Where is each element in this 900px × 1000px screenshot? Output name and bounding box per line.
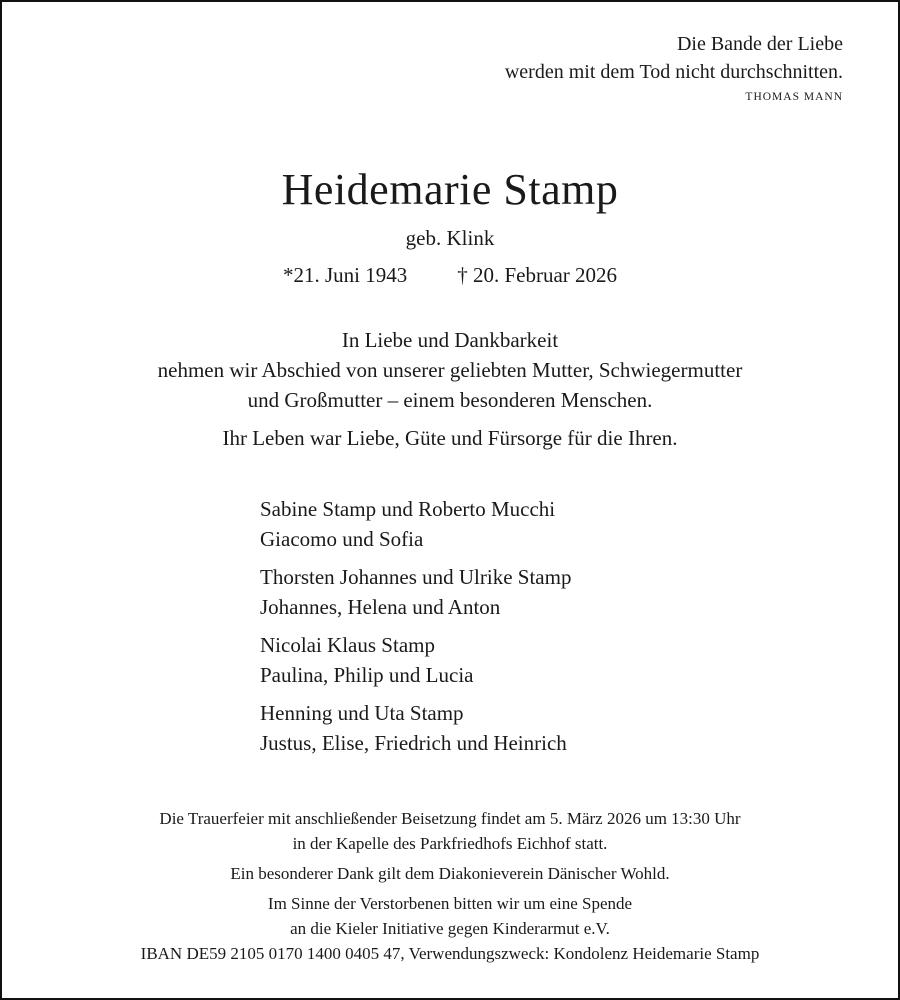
family-children: Justus, Elise, Friedrich und Heinrich bbox=[260, 730, 567, 755]
message-closing: Ihr Leben war Liebe, Güte und Fürsorge für die Ihren. bbox=[222, 426, 678, 450]
quote-line: werden mit dem Tod nicht durchschnitten. bbox=[504, 61, 843, 83]
family-children: Johannes, Helena und Anton bbox=[260, 594, 501, 619]
family-group bbox=[260, 699, 571, 758]
death-date: † 20. Februar 2026 bbox=[457, 263, 618, 287]
message-line: In Liebe und Dankbarkeit bbox=[341, 328, 559, 352]
thanks-line: Ein besonderer Dank gilt dem Diakonieverein Dänischer Wohld. bbox=[230, 864, 670, 883]
funeral-line: Die Trauerfeier mit anschließender Beisetzung findet am 5. März 2026 um 13:30 Uhr bbox=[159, 809, 741, 828]
family-children: Paulina, Philip und Lucia bbox=[260, 662, 474, 687]
life-dates bbox=[0, 263, 900, 288]
deceased-name: Heidemarie Stamp bbox=[281, 165, 619, 214]
footer-info bbox=[0, 806, 900, 966]
family-children: Giacomo und Sofia bbox=[260, 526, 424, 551]
maiden-name: geb. Klink bbox=[405, 226, 495, 250]
donation-line: an die Kieler Initiative gegen Kinderarmut e.V. bbox=[290, 919, 610, 938]
family-parents: Sabine Stamp und Roberto Mucchi bbox=[260, 497, 556, 521]
donation-line: Im Sinne der Verstorbenen bitten wir um eine Spende bbox=[267, 894, 633, 913]
family-parents: Nicolai Klaus Stamp bbox=[260, 633, 435, 657]
funeral-info bbox=[0, 806, 900, 856]
message-line: und Großmutter – einem besonderen Menschen. bbox=[247, 388, 653, 412]
donation-info bbox=[0, 891, 900, 966]
quote-author: THOMAS MANN bbox=[745, 91, 843, 103]
message-line: nehmen wir Abschied von unserer geliebten Mutter, Schwiegermutter bbox=[157, 358, 743, 382]
funeral-line: in der Kapelle des Parkfriedhofs Eichhof statt. bbox=[292, 834, 608, 853]
donation-iban: IBAN DE59 2105 0170 1400 0405 47, Verwendungszweck: Kondolenz Heidemarie Stamp bbox=[140, 944, 760, 963]
family-list bbox=[260, 495, 571, 767]
epigraph-quote bbox=[505, 30, 843, 86]
family-group bbox=[260, 563, 571, 622]
family-parents: Henning und Uta Stamp bbox=[260, 701, 464, 725]
farewell-message bbox=[0, 325, 900, 453]
family-group bbox=[260, 495, 571, 554]
family-group bbox=[260, 631, 571, 690]
quote-line: Die Bande der Liebe bbox=[676, 33, 843, 55]
family-parents: Thorsten Johannes und Ulrike Stamp bbox=[260, 565, 572, 589]
birth-date: *21. Juni 1943 bbox=[282, 263, 408, 287]
